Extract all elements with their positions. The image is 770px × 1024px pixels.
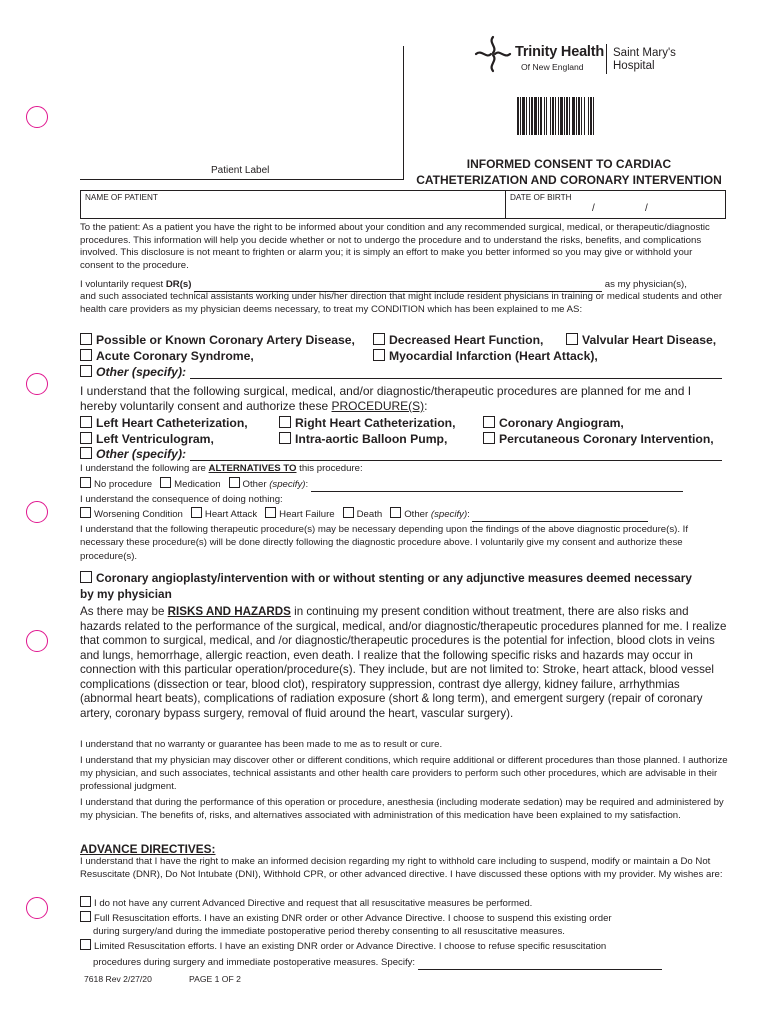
alternatives-prefix: I understand the following are <box>80 463 206 474</box>
procedure-lv-label: Left Ventriculogram, <box>96 431 214 446</box>
alt-other-label: Other <box>242 479 267 490</box>
logo-subtitle: Of New England <box>521 62 584 72</box>
condition-other[interactable] <box>80 364 186 380</box>
barcode-bar <box>566 97 568 135</box>
procedures-intro-text: I understand that the following surgical, medical, and/or diagnostic/therapeutic procedures are planned for me and I hereby voluntarily consent and authorize these <box>80 384 692 413</box>
advance-options <box>80 896 740 970</box>
barcode-bar <box>538 97 539 135</box>
therapeutic-paragraph: I understand that the following therapeutic procedure(s) may be necessary depending upon the findings of the above diagnostic procedure(s). If necessary these procedure(s) will be done directly following the diagnostic procedure above. I voluntarily give my consent and authorize these procedure(s). <box>80 524 688 562</box>
alt-medication-label: Medication <box>174 479 221 490</box>
checkbox[interactable] <box>390 507 401 518</box>
punch-hole <box>26 106 48 128</box>
advance-intro: I understand that I have the right to make an informed decision regarding my right to withhold care including to suspend, modify or maintain a Do Not Resuscitate (DNR), Do Not Intubate (DNI), Withhold CPR, or other advanced directive. I have discussed these options with my provider. My wishes are: <box>80 856 723 880</box>
alt-no-procedure[interactable] <box>80 479 152 490</box>
condition-mi-label: Myocardial Infarction (Heart Attack), <box>389 349 598 363</box>
procedure-other[interactable] <box>80 447 186 463</box>
cons-other[interactable] <box>390 509 470 520</box>
procedure-lhc-label: Left Heart Catheterization, <box>96 416 248 430</box>
form-title-line1: INFORMED CONSENT TO CARDIAC <box>466 157 672 171</box>
procedure-lv[interactable] <box>80 432 214 448</box>
alternatives-options <box>80 477 728 492</box>
punch-hole <box>26 501 48 523</box>
checkbox[interactable] <box>80 911 91 922</box>
checkbox[interactable] <box>80 507 91 518</box>
barcode-bar <box>560 97 563 135</box>
condition-acs-label: Acute Coronary Syndrome, <box>96 349 254 363</box>
advance-opt-limited[interactable] <box>80 939 740 954</box>
risks-text: in continuing my present condition without treatment, there are also risks and hazards related to the performance of the surgical, medical, and/or diagnostic/therapeutic procedures planned for me. I realize that common to surgical, medical, and /or diagnostic/therapeutic procedures is the potential for infection, blood clots in veins and lungs, hemorrhage, allergic reaction, even death. I realize that the following specific risks and hazards may occur in connection with this particular operation/procedure(s). They include, but are not limited to: Stroke, heart attack, blood vessel complications (dissection or tear, blood clot), respiratory suppression, contrast dye allergy, kidney failure, arrhythmias (abnormal heart beats), complications of radiation exposure (short & long term), and emergent surgery (repair of coronary artery, coronary bypass surgery, removal of fluid around the heart, vascular surgery). <box>80 605 727 720</box>
angioplasty-label: Coronary angioplasty/intervention with or without stenting or any adjunctive measures deemed necessary by my physician <box>80 571 692 601</box>
checkbox[interactable] <box>483 416 495 428</box>
cons-heart-failure-label: Heart Failure <box>279 509 335 520</box>
procedure-other-field[interactable] <box>190 449 722 461</box>
alternatives-intro <box>80 463 728 476</box>
cons-heart-attack-label: Heart Attack <box>204 509 258 520</box>
barcode-bar <box>593 97 594 135</box>
logo-divider <box>606 44 607 74</box>
hospital-name-line2: Hospital <box>613 60 655 72</box>
procedure-iabp[interactable] <box>279 432 447 448</box>
barcode-bar <box>540 97 542 135</box>
checkbox[interactable] <box>229 477 240 488</box>
procedures-intro <box>80 384 728 414</box>
checkbox[interactable] <box>80 365 92 377</box>
dob-field[interactable] <box>508 203 722 217</box>
dob-label: DATE OF BIRTH <box>510 193 572 202</box>
condition-mi[interactable] <box>373 348 598 364</box>
risks-paragraph <box>80 605 730 721</box>
procedure-lhc[interactable] <box>80 416 248 432</box>
barcode-bar <box>555 97 556 135</box>
discover-paragraph: I understand that my physician may discover other or different conditions, which require additional or different procedures than those planned. I authorize my physician, and such associates, technical assistants and other health care providers to perform such other procedures, which are advisable in their professional judgment. <box>80 755 728 792</box>
request-line <box>80 279 728 292</box>
patient-label-border <box>80 179 404 180</box>
warranty-paragraph: I understand that no warranty or guarantee has been made to me as to result or cure. <box>80 739 443 750</box>
checkbox[interactable] <box>80 349 92 361</box>
condition-other-field[interactable] <box>190 367 722 379</box>
punch-hole <box>26 373 48 395</box>
risks-keyword: RISKS AND HAZARDS <box>167 605 291 618</box>
barcode-bar <box>569 97 570 135</box>
alt-no-procedure-label: No procedure <box>94 479 153 490</box>
request-paragraph: and such associated technical assistants working under his/her direction that might include resident physicians in training or medical students and other health care providers as my physician deems necessary, to treat my CONDITION which has been explained to me AS: <box>80 291 723 315</box>
advance-opt-full-cont: during surgery/and during the immediate postoperative period thereby consenting to all resuscitative measures. <box>93 925 565 937</box>
cons-death-label: Death <box>356 509 383 520</box>
checkbox[interactable] <box>80 447 92 459</box>
procedure-angiogram-label: Coronary Angiogram, <box>499 416 624 430</box>
form-number: 7618 Rev 2/27/20 <box>84 974 152 984</box>
risks-prefix: As there may be <box>80 605 165 618</box>
procedure-pci[interactable] <box>483 432 714 448</box>
intro-paragraph: To the patient: As a patient you have the right to be informed about your condition and any recommended surgical, medical, or therapeutic/diagnostic procedures. This information will help you decide whether or not to undergo the procedure and to understand the risks, benefits, and complications involved. This disclosure is not meant to frighten or alarm you; it is simply an effort to make you better informed so you may give or withhold your consent to the procedure. <box>80 222 710 271</box>
barcode-bar <box>590 97 592 135</box>
advance-opt-full[interactable] <box>80 911 740 926</box>
hospital-name <box>613 47 676 73</box>
barcode-bar <box>576 97 577 135</box>
barcode-bar <box>578 97 580 135</box>
condition-dhf-label: Decreased Heart Function, <box>389 333 544 347</box>
checkbox[interactable] <box>80 432 92 444</box>
procedure-other-label: Other (specify): <box>96 447 187 461</box>
barcode-bar <box>581 97 582 135</box>
barcode-bar <box>564 97 565 135</box>
checkbox[interactable] <box>160 477 171 488</box>
dob-separator: / <box>592 203 595 214</box>
checkbox[interactable] <box>265 507 276 518</box>
condition-valvular[interactable] <box>566 332 716 348</box>
angioplasty-option[interactable] <box>80 571 700 602</box>
condition-other-label: Other (specify): <box>96 365 187 379</box>
cons-worsening-label: Worsening Condition <box>94 509 183 520</box>
barcode-bar <box>546 97 547 135</box>
condition-valvular-label: Valvular Heart Disease, <box>582 333 717 347</box>
advance-opt-full-label: Full Resuscitation efforts. I have an existing DNR order or other Advance Directive. I choose to suspend this existing order <box>94 912 612 924</box>
alt-specify-label: (specify) <box>269 479 306 490</box>
barcode-bar <box>520 97 521 135</box>
dob-separator: / <box>645 203 648 214</box>
procedure-iabp-label: Intra-aortic Balloon Pump, <box>295 431 448 446</box>
cons-other-label: Other <box>404 509 429 520</box>
punch-hole <box>26 897 48 919</box>
procedure-angiogram[interactable] <box>483 416 624 432</box>
cons-heart-failure[interactable] <box>265 509 334 520</box>
barcode-bar <box>584 97 585 135</box>
page-number: PAGE 1 OF 2 <box>189 974 241 984</box>
barcode-bar <box>544 97 545 135</box>
patient-label-caption: Patient Label <box>211 165 270 176</box>
request-prefix: I voluntarily request <box>80 279 164 290</box>
checkbox[interactable] <box>80 477 91 488</box>
barcode-bar <box>588 97 589 135</box>
checkbox[interactable] <box>343 507 354 518</box>
patient-label-border <box>403 46 404 180</box>
barcode-bar <box>517 97 519 135</box>
anesthesia-paragraph: I understand that during the performance of this operation or procedure, anesthesia (including moderate sedation) may be required and administered by my physician. The benefits of, risks, and alternatives associated with administration of this medication have been explained to my satisfaction. <box>80 797 724 821</box>
advance-directives-heading: ADVANCE DIRECTIVES: <box>80 842 216 856</box>
name-label: NAME OF PATIENT <box>85 193 158 202</box>
checkbox[interactable] <box>483 432 495 444</box>
procedure-rhc-label: Right Heart Catheterization, <box>295 416 456 430</box>
alt-medication[interactable] <box>160 479 220 490</box>
form-title-line2: CATHETERIZATION AND CORONARY INTERVENTION <box>416 173 722 187</box>
checkbox[interactable] <box>80 939 91 950</box>
conditions-group <box>80 332 740 380</box>
checkbox[interactable] <box>566 333 578 345</box>
barcode <box>517 97 630 135</box>
checkbox[interactable] <box>279 416 291 428</box>
checkbox[interactable] <box>373 349 385 361</box>
alt-other-field[interactable] <box>311 480 683 492</box>
barcode-bar <box>522 97 525 135</box>
consequence-options <box>80 507 728 522</box>
barcode-bar <box>558 97 559 135</box>
procedures-keyword: PROCEDURE(S) <box>331 399 425 413</box>
advance-opt-none[interactable] <box>80 896 740 911</box>
cons-worsening[interactable] <box>80 509 183 520</box>
barcode-bar <box>534 97 537 135</box>
alternatives-keyword: ALTERNATIVES TO <box>208 463 297 474</box>
checkbox[interactable] <box>80 571 92 583</box>
procedures-group <box>80 416 740 463</box>
cons-colon: : <box>467 509 470 520</box>
barcode-bar <box>572 97 575 135</box>
alt-colon: : <box>305 479 309 490</box>
consequence-intro: I understand the consequence of doing nothing: <box>80 494 283 505</box>
hospital-name-line1: Saint Mary's <box>613 47 676 59</box>
checkbox[interactable] <box>80 896 91 907</box>
barcode-bar <box>526 97 527 135</box>
condition-cad[interactable] <box>80 332 355 348</box>
advance-opt-limited-cont <box>80 957 740 970</box>
barcode-bar <box>531 97 533 135</box>
cons-death[interactable] <box>343 509 383 520</box>
condition-acs[interactable] <box>80 348 254 364</box>
condition-decreased-heart-function[interactable] <box>373 332 543 348</box>
barcode-bar <box>552 97 554 135</box>
form-title <box>409 156 729 188</box>
barcode-bar <box>529 97 530 135</box>
cons-other-field[interactable] <box>472 510 648 522</box>
advance-specify-field[interactable] <box>418 958 662 970</box>
checkbox[interactable] <box>80 416 92 428</box>
procedure-rhc[interactable] <box>279 416 456 432</box>
checkbox[interactable] <box>191 507 202 518</box>
cons-specify-label: (specify) <box>430 509 468 520</box>
checkbox[interactable] <box>80 333 92 345</box>
procedures-intro-end: : <box>424 399 428 413</box>
trinity-health-logo-icon <box>474 34 512 74</box>
patient-info-divider <box>505 190 506 219</box>
logo-title: Trinity Health <box>515 44 605 60</box>
checkbox[interactable] <box>279 432 291 444</box>
checkbox[interactable] <box>373 333 385 345</box>
alt-other[interactable] <box>229 479 309 490</box>
physician-name-field[interactable] <box>194 280 602 292</box>
advance-opt-limited-cont-label: procedures during surgery and immediate postoperative measures. Specify: <box>93 957 416 969</box>
name-field[interactable] <box>82 203 502 217</box>
drs-label: DR(s) <box>165 279 192 290</box>
advance-opt-none-label: I do not have any current Advanced Directive and request that all resuscitative measures be performed. <box>94 898 533 909</box>
advance-opt-limited-label: Limited Resuscitation efforts. I have an existing DNR order or Advance Directive. I choose to refuse specific resuscitation <box>94 941 607 953</box>
cons-heart-attack[interactable] <box>191 509 257 520</box>
barcode-bar <box>550 97 551 135</box>
request-suffix: as my physician(s), <box>604 279 687 290</box>
procedure-pci-label: Percutaneous Coronary Intervention, <box>499 431 714 446</box>
alternatives-suffix: this procedure: <box>299 463 363 474</box>
condition-cad-label: Possible or Known Coronary Artery Disease, <box>96 333 355 347</box>
punch-hole <box>26 630 48 652</box>
